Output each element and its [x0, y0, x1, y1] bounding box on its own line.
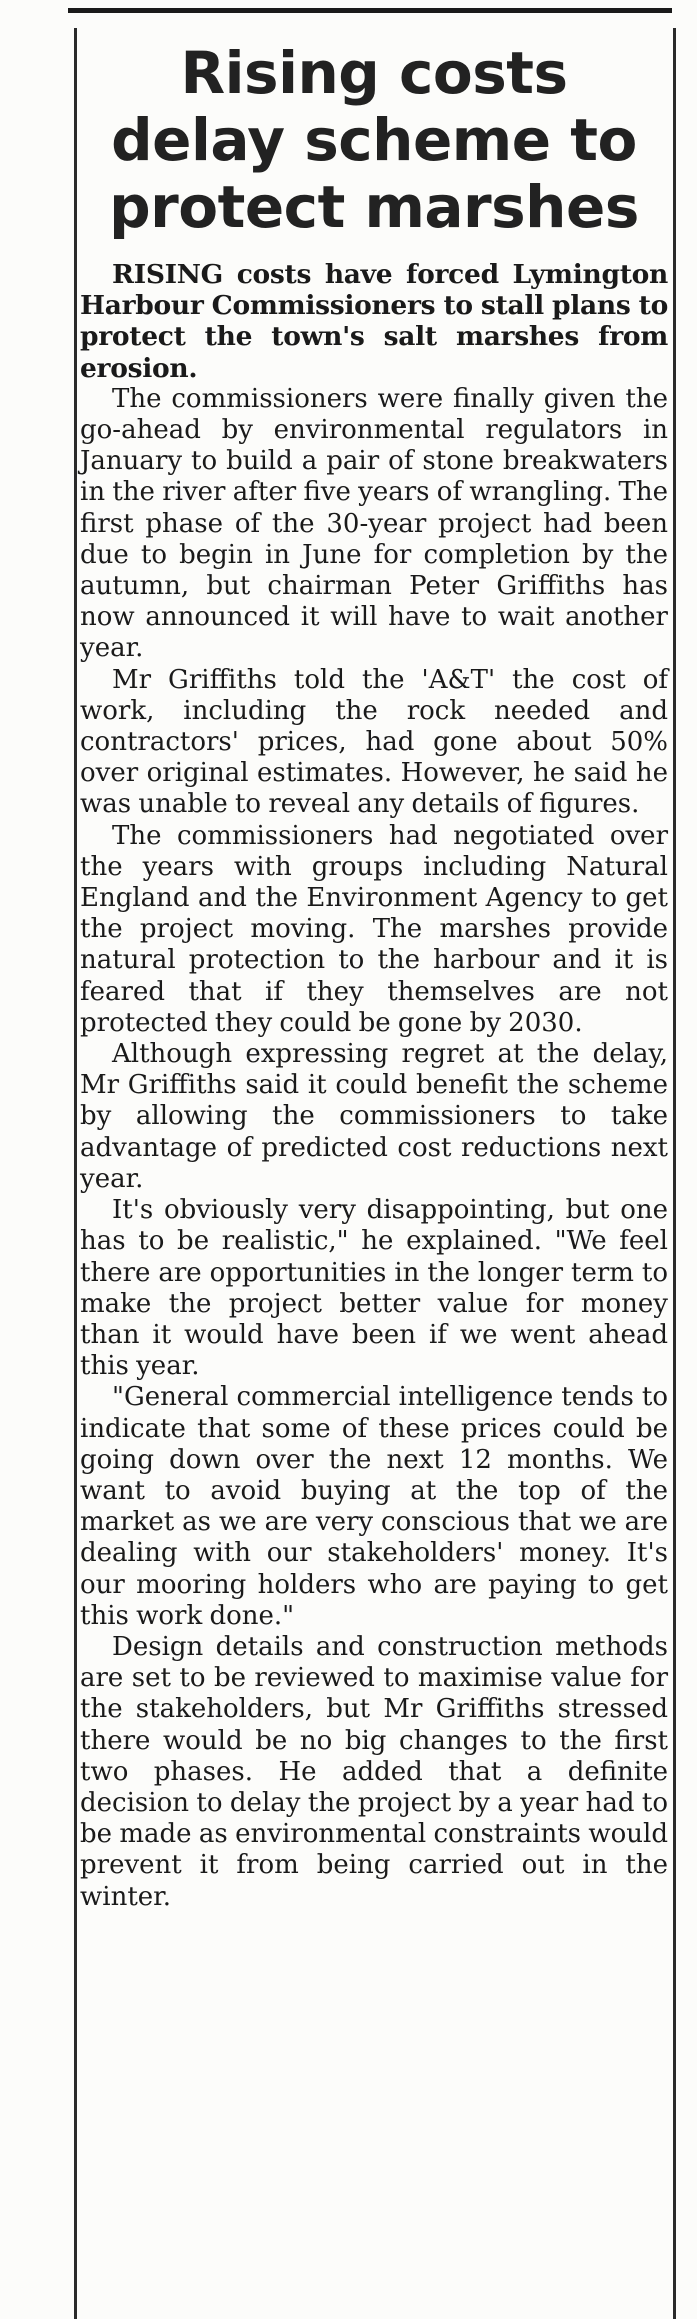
right-column-rule: [673, 28, 676, 2319]
article-body: [80, 259, 668, 1913]
paragraph: Design details and construction methods are set to be reviewed to maximise value for the stakeholders, but Mr Griffiths stressed there would be no big changes to the first two phases. He added that a definite decision to delay the project by a year had to be made as environmental constraints would prevent it from being carried out in the winter.: [80, 1631, 668, 1912]
paragraph: It's obviously very disappointing, but one has to be realistic," he explained. "We feel there are opportunities in the longer term to make the project better value for money than it would have been if we went ahead this year.: [80, 1195, 668, 1382]
paragraph: Mr Griffiths told the 'A&T' the cost of work, including the rock needed and contractors' prices, had gone about 50% over original estimates. However, he said he was unable to reveal any details of figures.: [80, 664, 668, 820]
paragraph: Although expressing regret at the delay, Mr Griffiths said it could benefit the scheme by allowing the commissioners to take advantage of predicted cost reductions next year.: [80, 1039, 668, 1194]
article: [80, 40, 668, 1913]
paragraph: The commissioners had negotiated over the years with groups including Natural England and the Environment Agency to get the project moving. The marshes provide natural protection to the harbour and it is feared that if they themselves are not protected they could be gone by 2030.: [80, 820, 668, 1038]
top-rule: [68, 8, 672, 13]
left-column-rule: [74, 28, 77, 2319]
paragraph: The commissioners were finally given the go-ahead by environmental regulators in January to build a pair of stone breakwaters in the river after five years of wrangling. The first phase of the 30-year project had been due to begin in June for completion by the autumn, but chairman Peter Griffiths has now announced it will have to wait another year.: [80, 383, 668, 664]
standfirst: RISING costs have forced Lymington Harbour Commissioners to stall plans to protect the town's salt marshes from erosion.: [80, 259, 668, 384]
headline: Rising costs delay scheme to protect marshes: [109, 39, 639, 241]
paragraph: "General commercial intelligence tends to indicate that some of these prices could be going down over the next 12 months. We want to avoid buying at the top of the market as we are very conscious that we are dealing with our stakeholders' money. It's our mooring holders who are paying to get this work done.": [80, 1382, 668, 1631]
